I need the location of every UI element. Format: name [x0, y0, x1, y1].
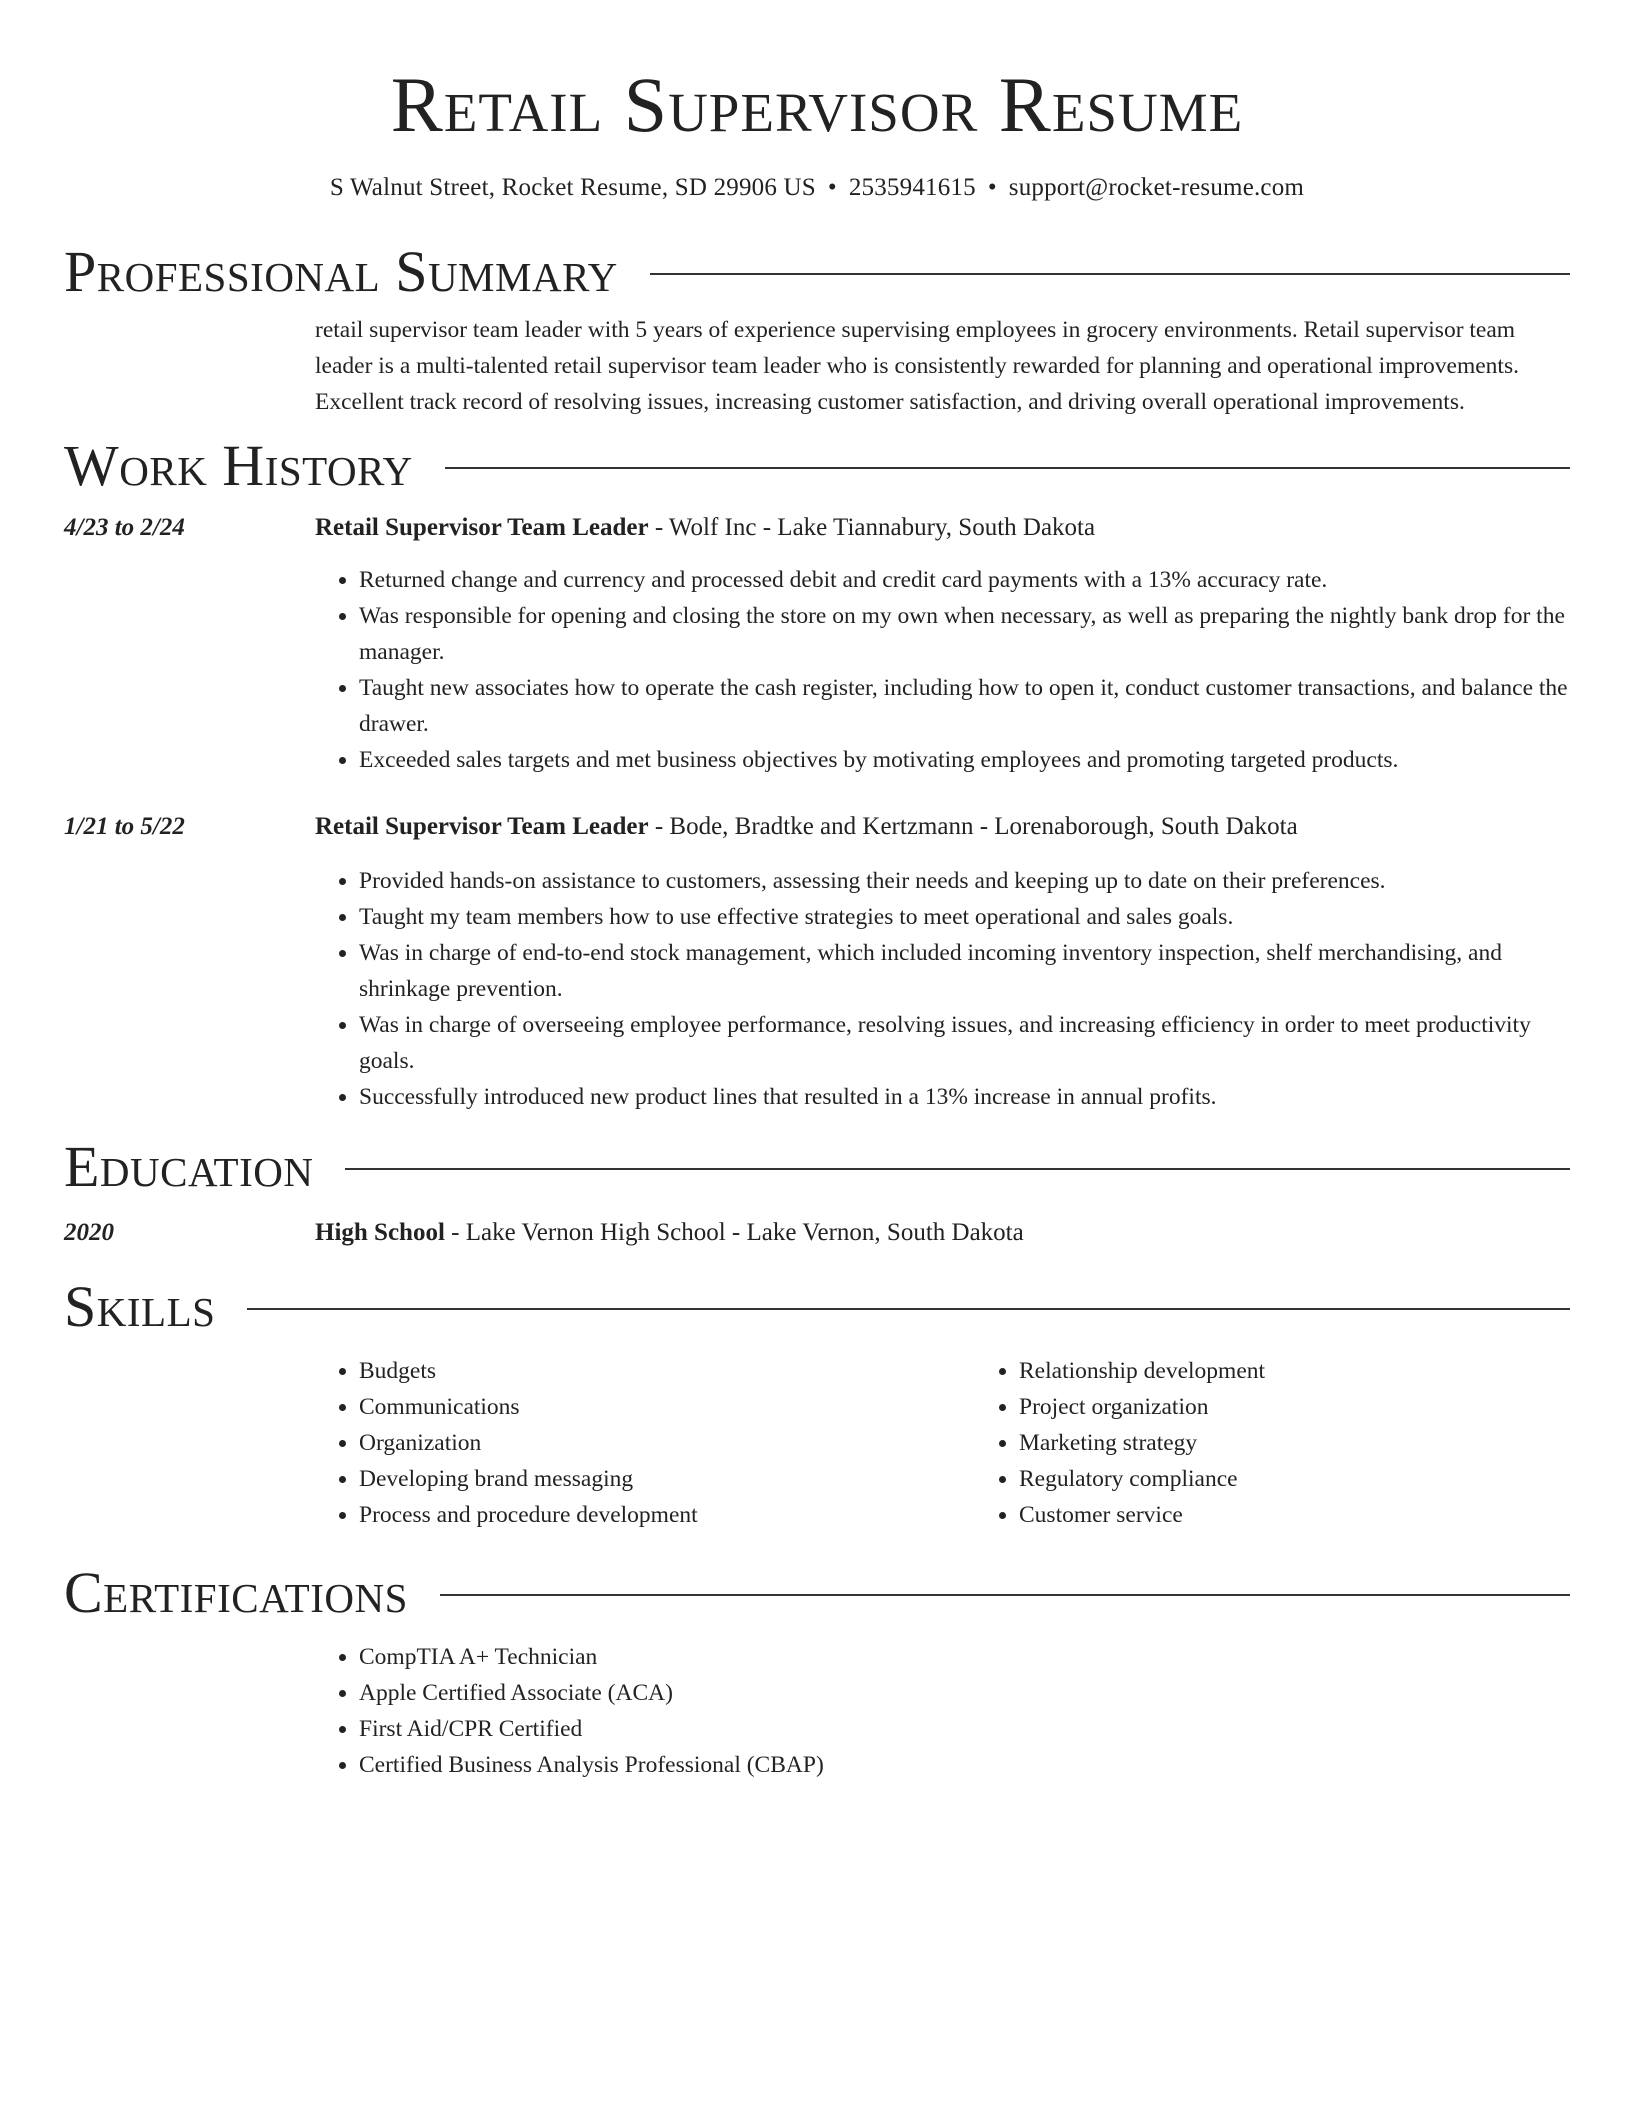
skill-item: • Project organization [1019, 1389, 1632, 1425]
list-item: • Returned change and currency and processed debit and credit card payments with a 13% accuracy rate. [359, 562, 1570, 598]
summary-section-header [64, 240, 1570, 304]
skills-list-left [315, 1353, 975, 1533]
contact-separator: • [827, 174, 837, 201]
section-heading: Work History [64, 433, 413, 498]
skill-item: • Organization [359, 1425, 975, 1461]
section-heading: Certifications [64, 1560, 408, 1625]
skills-section-header [64, 1275, 1570, 1339]
certification-item: • Apple Certified Associate (ACA) [359, 1675, 1570, 1711]
contact-separator: • [987, 174, 997, 201]
job-date: 4/23 to 2/24 [64, 514, 185, 541]
list-item: • Provided hands-on assistance to customers, assessing their needs and keeping up to date on their preferences. [359, 863, 1570, 899]
skill-item: • Marketing strategy [1019, 1425, 1632, 1461]
education-entry [64, 1215, 1570, 1251]
job-details: - Wolf Inc - Lake Tiannabury, South Dakota [648, 514, 1096, 541]
list-item: • Successfully introduced new product lines that resulted in a 13% increase in annual profits. [359, 1079, 1570, 1115]
work-section-header [64, 434, 1570, 498]
list-item: • Taught my team members how to use effective strategies to meet operational and sales goals. [359, 899, 1570, 935]
job-bullets [315, 562, 1570, 778]
section-heading: Education [64, 1134, 314, 1199]
job-entry [64, 510, 1570, 778]
job-date: 1/21 to 5/22 [64, 813, 185, 840]
section-divider [247, 1308, 1570, 1310]
section-divider [445, 467, 1570, 469]
job-entry [64, 809, 1570, 1115]
contact-address: S Walnut Street, Rocket Resume, SD 29906 US [329, 174, 816, 201]
resume-page [64, 0, 1570, 1783]
job-heading [315, 510, 1570, 546]
summary-text: retail supervisor team leader with 5 years of experience supervising employees in grocery environments. Retail supervisor team leader is a multi-talented retail supervisor team leader who is consistently rewarded for planning and operational improvements. Excellent track record of resolving issues, increasing customer satisfaction, and driving overall operational improvements. [315, 317, 1519, 415]
list-item: • Was in charge of overseeing employee performance, resolving issues, and increasing efficiency in order to meet productivity goals. [359, 1007, 1570, 1079]
list-item: • Was in charge of end-to-end stock management, which included incoming inventory inspection, shelf merchandising, and shrinkage prevention. [359, 935, 1570, 1007]
job-title: Retail Supervisor Team Leader [315, 514, 649, 541]
education-details: - Lake Vernon High School - Lake Vernon, South Dakota [444, 1219, 1024, 1246]
skill-item: • Customer service [1019, 1497, 1632, 1533]
resume-title: Retail Supervisor Resume [390, 61, 1244, 148]
skill-item: • Budgets [359, 1353, 975, 1389]
contact-line [64, 174, 1570, 202]
education-section-header [64, 1135, 1570, 1199]
job-bullets [315, 863, 1570, 1115]
list-item: • Exceeded sales targets and met business objectives by motivating employees and promoting targeted products. [359, 742, 1570, 778]
section-divider [440, 1594, 1570, 1596]
certification-item: • Certified Business Analysis Professional (CBAP) [359, 1747, 1570, 1783]
skill-item: • Relationship development [1019, 1353, 1632, 1389]
skill-item: • Communications [359, 1389, 975, 1425]
degree: High School [315, 1219, 445, 1246]
education-date: 2020 [64, 1219, 114, 1246]
certifications-body [315, 1639, 1570, 1783]
job-title: Retail Supervisor Team Leader [315, 813, 649, 840]
contact-email: support@rocket-resume.com [1008, 174, 1305, 201]
job-details: - Bode, Bradtke and Kertzmann - Lorenaborough, South Dakota [648, 813, 1298, 840]
section-divider [345, 1168, 1570, 1170]
job-heading [315, 809, 1570, 845]
skills-list-right [975, 1353, 1632, 1533]
section-divider [650, 273, 1570, 275]
skill-item: • Process and procedure development [359, 1497, 975, 1533]
certification-item: • CompTIA A+ Technician [359, 1639, 1570, 1675]
certifications-section-header [64, 1561, 1570, 1625]
section-heading: Professional Summary [64, 239, 618, 304]
certifications-list [315, 1639, 1570, 1783]
list-item: • Taught new associates how to operate the cash register, including how to open it, conduct customer transactions, and balance the drawer. [359, 670, 1570, 742]
skills-grid [315, 1353, 1570, 1533]
list-item: • Was responsible for opening and closing the store on my own when necessary, as well as preparing the nightly bank drop for the manager. [359, 598, 1570, 670]
contact-phone: 2535941615 [848, 174, 976, 201]
skill-item: • Regulatory compliance [1019, 1461, 1632, 1497]
section-heading: Skills [64, 1274, 216, 1339]
skill-item: • Developing brand messaging [359, 1461, 975, 1497]
education-heading [315, 1215, 1570, 1251]
certification-item: • First Aid/CPR Certified [359, 1711, 1570, 1747]
